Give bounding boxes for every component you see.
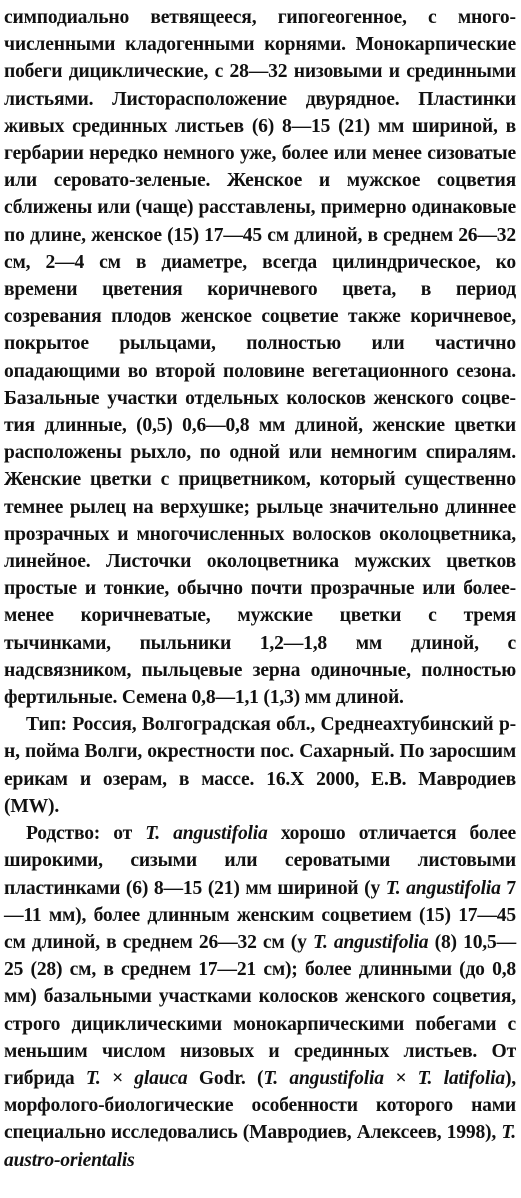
text-segment: (8) 10,5—25 (28) см, в среднем 17—21 см); более длинными (до 0,8 мм) базальными участками колосков женского соцветия, строго дициклическими монокарпическими побегами с меньшим числом низовых и срединных листьев. От гибрида bbox=[4, 931, 516, 1089]
taxon-name: T. angustifolia bbox=[145, 823, 268, 845]
paragraph-type-specimen bbox=[4, 711, 516, 820]
text-segment: 7—11 мм), более длинным женским соцветием (15) 17—45 см длиной, в среднем 26—32 см (у bbox=[4, 877, 517, 953]
taxon-name: T. angustifolia bbox=[312, 931, 429, 953]
text-segment: Godr. ( bbox=[187, 1067, 264, 1089]
text-segment: ), морфолого-биологические особенности которого нами специально исследовались (Мавродиев, Алексеев, 1998), bbox=[4, 1067, 517, 1144]
text-segment: Родство: от bbox=[26, 823, 146, 845]
document-page bbox=[4, 4, 516, 1174]
paragraph-description bbox=[4, 4, 516, 711]
text-segment: симподиально ветвящееся, гипогеогенное, с многочисленными кладогенными корнями. Монокарпические побеги дициклические, с 28—32 низовыми и срединными листьями. Листорасположение двурядное. Пластинки живых срединных листьев (6) 8—15 (21) мм шириной, в гербарии нередко немного уже, более или менее сизоватые или серовато-зеленые. Женское и мужское соцветия сближены или (чаще) расставлены, примерно одинаковые по длине, женское (15) 17—45 см длиной, в среднем 26—32 см, 2—4 см в диаметре, всегда цилиндрическое, ко времени цветения коричневого цвета, в период созревания плодов женское соцветие также коричневое, покрытое рыльцами, полностью или частично опадающими во второй половине вегетационного сезона. Базальные участки отдельных колосков женского соцветия длинные, (0,5) 0,6—0,8 мм длиной, женские цветки расположены рыхло, по одной или немногим спиралям. Женские цветки с прицветником, который существенно темнее рылец на верхушке; рыльце значительно длиннее прозрачных и многочисленных волосков околоцветника, линейное. Листочки околоцветника мужских цветков простые и тонкие, обычно почти прозрачные или более-менее коричневатые, мужские цветки с тремя тычинками, пыльники 1,2—1,8 мм длиной, с надсвязником, пыльцевые зерна одиночные, полностью фертильные. Семена 0,8—1,1 (1,3) мм длиной. bbox=[4, 7, 516, 709]
text-segment: Тип: Россия, Волгоградская обл., Среднеахтубинский р-н, пойма Волги, окрестности пос. Сахарный. По заросшим ерикам и озерам, в массе. 16.X 2000, Е.В. Мавродиев (MW). bbox=[4, 714, 516, 817]
paragraph-affinity bbox=[4, 820, 516, 1174]
taxon-name: T. angustifolia bbox=[385, 877, 501, 899]
text-segment: хорошо отличается более широкими, сизыми или сероватыми листовыми пластинками (6) 8—15 (21) мм шириной (у bbox=[4, 823, 517, 899]
taxon-name: T. × glauca bbox=[85, 1067, 188, 1089]
taxon-name: T. angustifolia × T. latifolia bbox=[263, 1067, 505, 1089]
taxon-name: T. austro-orientalis bbox=[4, 1122, 516, 1171]
